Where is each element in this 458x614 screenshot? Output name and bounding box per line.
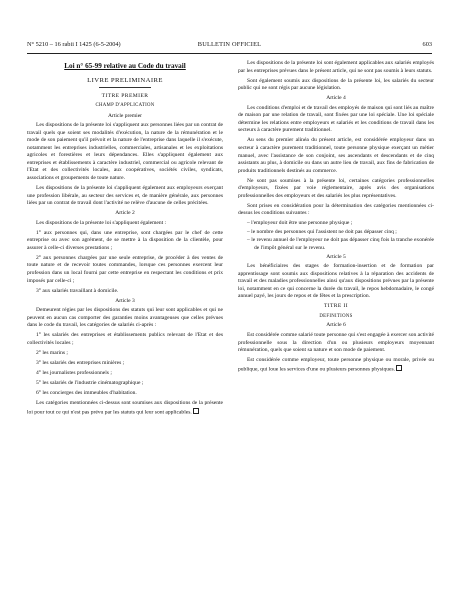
page-number: 603 bbox=[422, 41, 432, 48]
article-4-paragraph: Au sens du premier alinéa du présent article, est considérée employeur dans un secteur à caractère purement traditionnel, toute personne physique exerçant un métier manuel, avec l'assistance de son conjoint, ses ascendants et descendants et de cinq assistants au plus, à domicile ou dans un autre lieu de travail, aux fins de fabrication de produits traditionnels destinés au commerce. bbox=[238, 137, 434, 174]
heading-divider bbox=[99, 87, 151, 88]
journal-title: BULLETIN OFFICIEL bbox=[197, 41, 262, 48]
article-3-heading: Article 3 bbox=[115, 297, 135, 304]
article-4-condition: – le revenu annuel de l'employeur ne doit pas dépasser cinq fois la tranche exonérée de l'impôt général sur le revenu. bbox=[247, 237, 434, 252]
article-2-heading: Article 2 bbox=[115, 210, 135, 217]
issue-reference: N° 5210 – 16 rabii I 1425 (6-5-2004) bbox=[27, 41, 121, 48]
article-3-paragraph: Demeurent régies par les dispositions des statuts qui leur sont applicables et qui ne peuvent en aucun cas comporter des garanties moins avantageuses que celles prévues dans le code du travail, les catégories de salariés ci-après : bbox=[27, 307, 223, 329]
article-3-item: 6° les concierges des immeubles d'habitation. bbox=[36, 390, 137, 397]
article-3-item: 3° les salariés des entreprises minières ; bbox=[36, 359, 125, 366]
article-6-paragraph: Est considérée comme salarié toute personne qui s'est engagée à exercer son activité professionnelle sous la direction d'un ou plusieurs employeurs moyennant rémunération, quels que soient sa nature et son mode de paiement. bbox=[238, 332, 434, 354]
article-1-heading: Article premier bbox=[107, 112, 143, 119]
article-4-paragraph: Sont prises en considération pour la détermination des catégories mentionnées ci-dessus les conditions suivantes : bbox=[238, 202, 434, 217]
article-3-paragraph: Les dispositions de la présente loi sont également applicables aux salariés employés par les entreprises prévues dans le présent article, qui ne sont pas soumis à leurs statuts. bbox=[238, 60, 434, 74]
law-title: Loi n° 65-99 relative au Code du travail bbox=[64, 62, 186, 70]
definitions-heading: DEFINITIONS bbox=[319, 313, 353, 319]
article-3-item: 4° les journalistes professionnels ; bbox=[36, 370, 112, 376]
article-3-item: 1° les salariés des entreprises et établissements publics relevant de l'Etat et des collectivités locales ; bbox=[27, 332, 223, 346]
end-of-section-mark bbox=[193, 408, 199, 414]
article-3-paragraph bbox=[27, 400, 223, 417]
end-of-section-mark bbox=[396, 365, 402, 371]
page-header bbox=[27, 39, 432, 54]
article-2-item: 2° aux personnes chargées par une seule entreprise, de procéder à des ventes de toute nature et de recevoir toutes commandes, lorsque ces personnes exercent leur profession dans un local fourni par cette entreprise en respectant les conditions et prix imposés par celle-ci ; bbox=[27, 254, 223, 284]
article-2-intro: Les dispositions de la présente loi s'appliquent également : bbox=[36, 219, 167, 226]
article-4-paragraph: Ne sont pas soumises à la présente loi, certaines catégories professionnelles d'employeurs, fixées par voie réglementaire, après avis des organisations professionnelles des employeurs et des salariés les plus représentatives. bbox=[238, 177, 434, 199]
article-2-item: 3° aux salariés travaillant à domicile. bbox=[36, 287, 119, 294]
article-1-paragraph: Les dispositions de la présente loi s'appliquent également aux employeurs exerçant une profession libérale, au secteur des services et, de manière générale, aux personnes liées par un contrat de travail dont l'activité ne relève d'aucune de celles précitées. bbox=[27, 185, 223, 207]
title-2-heading: TITRE II bbox=[323, 303, 349, 310]
article-4-heading: Article 4 bbox=[326, 95, 346, 102]
left-column bbox=[27, 60, 223, 419]
chapter-heading: CHAMP D'APPLICATION bbox=[95, 103, 155, 109]
article-2-item: 1° aux personnes qui, dans une entreprise, sont chargées par le chef de cette entreprise ou avec son agrément, de se mettre à la disposition de la clientèle, pour assurer à celle-ci diverses prestations ; bbox=[27, 229, 223, 251]
right-column bbox=[238, 60, 434, 376]
article-4-condition: – l'employeur doit être une personne physique ; bbox=[247, 220, 353, 227]
article-4-condition: – le nombre des personnes qui l'assistent ne doit pas dépasser cinq ; bbox=[247, 228, 397, 235]
article-3-item: 5° les salariés de l'industrie cinématographique ; bbox=[36, 380, 144, 387]
book-heading: LIVRE PRELIMINAIRE bbox=[87, 77, 163, 84]
article-3-paragraph-text: Les catégories mentionnées ci-dessus sont soumises aux dispositions de la présente loi pour tout ce qui n'est pas prévu par les statuts qui leur sont applicables. bbox=[27, 400, 223, 416]
article-3-item: 2° les marins ; bbox=[36, 349, 68, 356]
article-6-heading: Article 6 bbox=[326, 322, 346, 329]
article-4-paragraph: Les conditions d'emploi et de travail des employés de maison qui sont liés au maître de maison par une relation de travail, sont fixées par une loi spéciale. Une loi spéciale détermine les relations entre employeurs et salariés et les conditions de travail dans les secteurs à caractère purement traditionnel. bbox=[238, 104, 434, 134]
title-heading: TITRE PREMIER bbox=[101, 92, 149, 99]
article-5-heading: Article 5 bbox=[326, 253, 346, 260]
article-3-paragraph: Sont également soumis aux dispositions de la présente loi, les salariés du secteur public qui ne sont régis par aucune législation. bbox=[238, 77, 434, 92]
article-6-paragraph bbox=[238, 357, 434, 374]
article-6-paragraph-text: Est considérée comme employeur, toute personne physique ou morale, privée ou publique, qui loue les services d'une ou plusieurs personnes physiques. bbox=[238, 357, 434, 373]
article-1-paragraph: Les dispositions de la présente loi s'appliquent aux personnes liées par un contrat de travail quels que soient ses modalités d'exécution, la nature de la rémunération et le mode de son paiement qu'il prévoit et la nature de l'entreprise dans laquelle il s'exécute, notamment les entreprises industrielles, commerciales, artisanales et les exploitations agricoles et forestières et leurs dépendances. Elles s'appliquent également aux entreprises et établissements à caractère industriel, commercial ou agricole relevant de l'Etat et des collectivités locales, aux coopératives, sociétés civiles, syndicats, associations et groupements de toute nature. bbox=[27, 122, 223, 181]
article-5-paragraph: Les bénéficiaires des stages de formation-insertion et de formation par apprentissage sont soumis aux dispositions relatives à la réparation des accidents de travail et des maladies professionnelles ainsi qu'aux dispositions prévues par la présente loi, notamment en ce qui concerne la durée du travail, le repos hebdomadaire, le congé annuel payé, les jours de repos et de fêtes et la prescription. bbox=[238, 263, 434, 300]
